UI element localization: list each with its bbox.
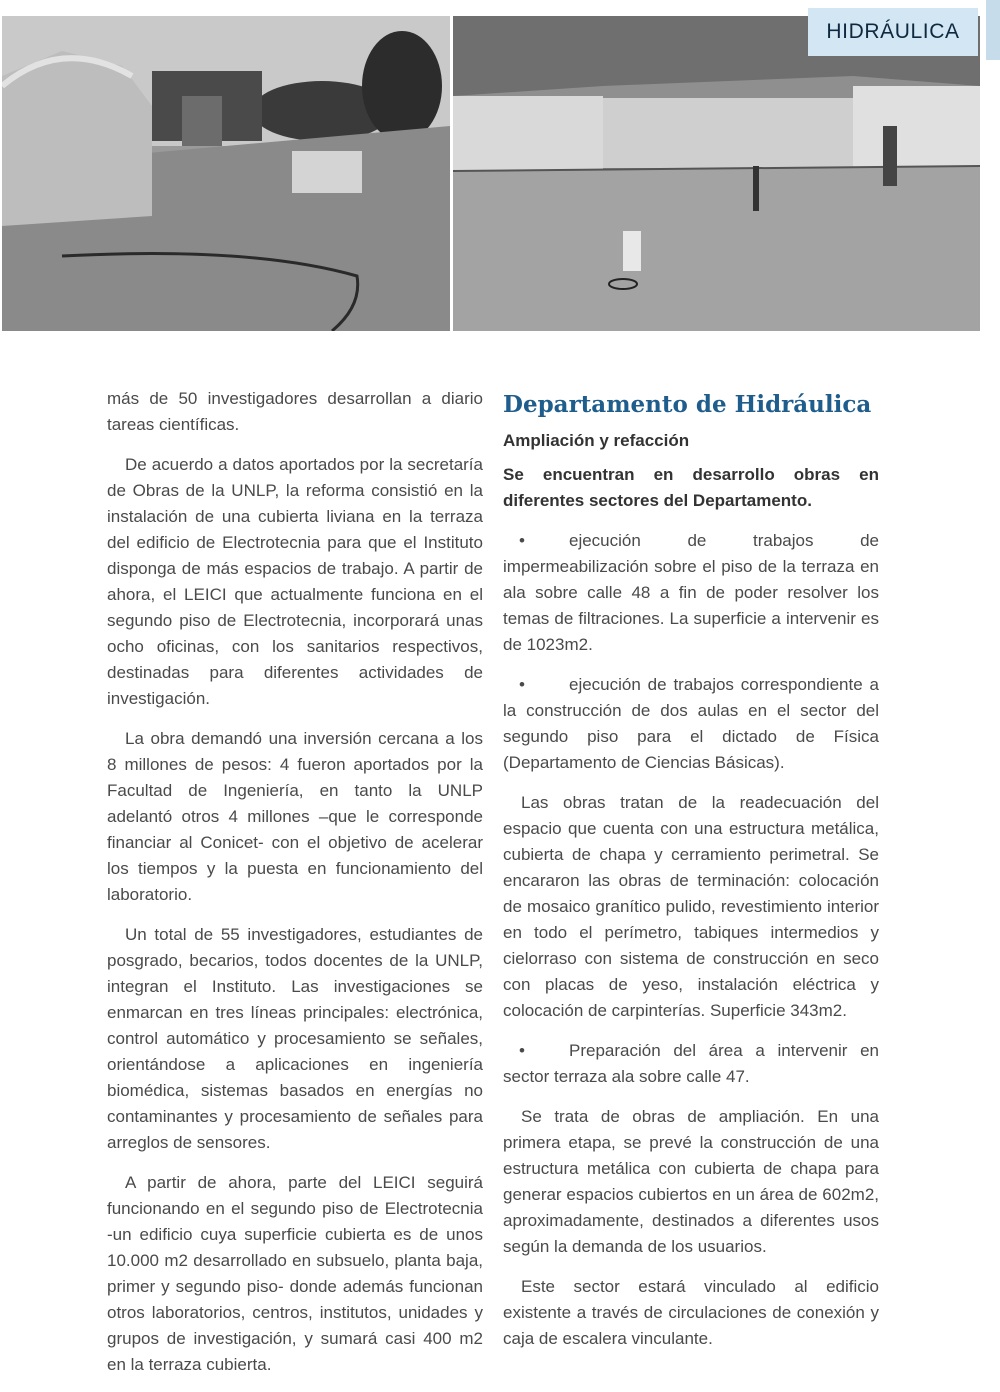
interior-construction-photo — [453, 16, 980, 331]
bullet-text: Preparación del área a intervenir en sector terraza ala sobre calle 47. — [503, 1041, 879, 1086]
page-edge-tab — [986, 0, 1000, 60]
bullet-text: ejecución de trabajos de impermeabilización sobre el piso de la terraza en ala sobre calle 48 a fin de poder resolver los temas de filtraciones. La superficie a intervenir es de 1023m2. — [503, 531, 879, 654]
left-column — [107, 386, 483, 1392]
paragraph: Un total de 55 investigadores, estudiantes de posgrado, becarios, todos docentes de la UNLP, integran el Instituto. Las investigaciones se enmarcan en tres líneas principales: electrónica, control automático y procesamiento se señales, orientándose a aplicaciones en ingeniería biomédica, sistemas basados en energías no contaminantes y procesamiento de señales para arreglos de sensores. — [107, 925, 483, 1152]
bullet-marker: • — [519, 531, 525, 550]
paragraph: Se trata de obras de ampliación. En una primera etapa, se prevé la construcción de una estructura metálica con cubierta de chapa para generar espacios cubiertos en un área de 602m2, aproximadamente, destinados a diferentes usos según la demanda de los usuarios. — [503, 1107, 879, 1256]
paragraph: De acuerdo a datos aportados por la secretaría de Obras de la UNLP, la reforma consistió en la instalación de una cubierta liviana en la terraza del edificio de Electrotecnia para que el Instituto disponga de más espacios de trabajo. A partir de ahora, el LEICI que actualmente funciona en el segundo piso de Electrotecnia, incorporará unas ocho oficinas, con los sanitarios respectivos, destinadas para diferentes actividades de investigación. — [107, 455, 483, 708]
bullet-marker: • — [519, 675, 525, 694]
section-subtitle: Ampliación y refacción — [503, 431, 690, 450]
department-title: Departamento de Hidráulica — [503, 391, 872, 418]
paragraph: más de 50 investigadores desarrollan a diario tareas científicas. — [107, 389, 483, 434]
paragraph: La obra demandó una inversión cercana a los 8 millones de pesos: 4 fueron aportados por la Facultad de Ingeniería, en tanto la UNLP adelantó otros 4 millones –que le corresponde financiar al Conicet- con el objetivo de acelerar los tiempos y la puesta en funcionamiento del laboratorio. — [107, 729, 483, 904]
section-tag: HIDRÁULICA — [808, 8, 978, 56]
bullet-item — [503, 672, 879, 776]
lead-paragraph: Se encuentran en desarrollo obras en diferentes sectores del Departamento. — [503, 465, 879, 510]
paragraph: Las obras tratan de la readecuación del espacio que cuenta con una estructura metálica, cubierta de chapa y cerramiento perimetral. Se encararon las obras de terminación: colocación de mosaico granítico pulido, revestimiento interior en todo el perímetro, tabiques intermedios y cielorraso con sistema de construcción en seco con placas de yeso, instalación eléctrica y colocación de carpinterías. Superficie 343m2. — [503, 793, 879, 1020]
bullet-text: ejecución de trabajos correspondiente a la construcción de dos aulas en el sector del segundo piso para el dictado de Física (Departamento de Ciencias Básicas). — [503, 675, 879, 772]
paragraph: Este sector estará vinculado al edificio existente a través de circulaciones de conexión y caja de escalera vinculante. — [503, 1277, 879, 1348]
bullet-item — [503, 528, 879, 658]
bullet-item — [503, 1038, 879, 1090]
rooftop-terrace-photo — [2, 16, 450, 331]
paragraph: A partir de ahora, parte del LEICI seguirá funcionando en el segundo piso de Electrotecnia -un edificio cuya superficie cubierta es de unos 10.000 m2 desarrollado en subsuelo, planta baja, primer y segundo piso- donde además funcionan otros laboratorios, centros, institutos, unidades y grupos de investigación, y sumará casi 400 m2 en la terraza cubierta. — [107, 1173, 483, 1374]
right-column — [503, 388, 879, 1366]
bullet-marker: • — [519, 1041, 525, 1060]
